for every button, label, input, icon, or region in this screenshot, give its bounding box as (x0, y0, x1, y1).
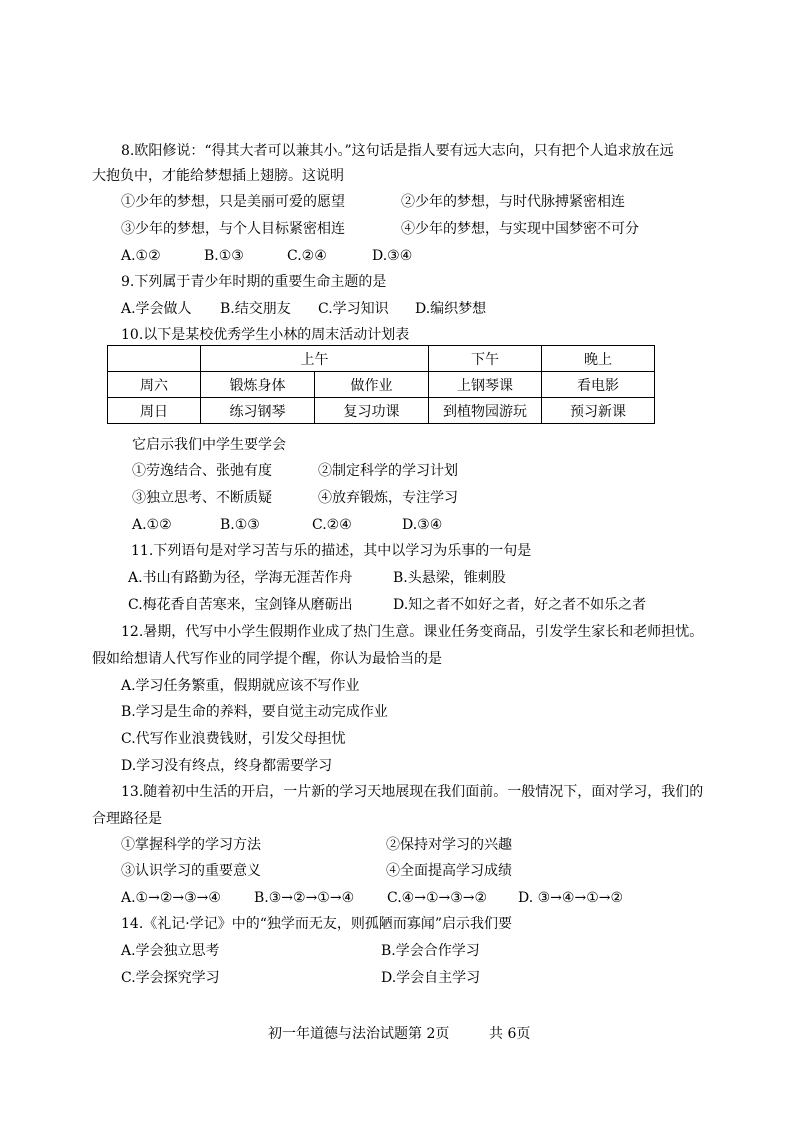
q11-option-a: A.书山有路勤为径，学海无涯苦作舟 (128, 570, 353, 586)
weekend-schedule-table (107, 345, 655, 424)
table-cell: 周日 (108, 398, 201, 424)
q10-stem-line2: 它启示我们中学生要学会 (132, 437, 286, 453)
table-header-row (108, 346, 655, 372)
q8-stem-line2: 大抱负中，才能给梦想插上翅膀。这说明 (92, 168, 344, 184)
q8-option-a: A.①② (121, 248, 161, 264)
q10-option-c: C.②④ (312, 517, 352, 533)
q9-option-b: B.结交朋友 (220, 301, 291, 317)
table-cell: 预习新课 (542, 398, 655, 424)
q10-statement-2: ②制定科学的学习计划 (318, 463, 458, 479)
q12-option-d: D.学习没有终点，终身都需要学习 (121, 758, 333, 774)
q10-statement-1: ①劳逸结合、张弛有度 (132, 463, 272, 479)
table-cell: 做作业 (315, 372, 429, 398)
q11-option-d: D.知之者不如好之者，好之者不如乐之者 (393, 597, 647, 613)
q14-option-b: B.学会合作学习 (381, 943, 480, 959)
table-header-empty (108, 346, 201, 372)
q8-statement-4: ④少年的梦想，与实现中国梦密不可分 (401, 221, 639, 237)
q13-option-c: C.④→①→③→② (387, 890, 488, 906)
table-cell: 周六 (108, 372, 201, 398)
q8-statement-3: ③少年的梦想，与个人目标紧密相连 (121, 221, 345, 237)
table-header-evening: 晚上 (542, 346, 655, 372)
q14-stem: 14.《礼记·学记》中的“独学而无友，则孤陋而寡闻”启示我们要 (121, 916, 513, 932)
q9-option-d: D.编织梦想 (415, 301, 487, 317)
q8-statement-2: ②少年的梦想，与时代脉搏紧密相连 (401, 194, 625, 210)
q10-stem: 10.以下是某校优秀学生小林的周末活动计划表 (121, 327, 410, 343)
q9-option-a: A.学会做人 (121, 301, 192, 317)
q13-statement-1: ①掌握科学的学习方法 (121, 837, 261, 853)
page-footer-title: 初一年道德与法治试题第 2页 (268, 1026, 450, 1042)
q12-option-a: A.学习任务繁重，假期就应该不写作业 (121, 678, 360, 694)
q12-stem-line1: 12.暑期，代写中小学生假期作业成了热门生意。课业任务变商品，引发学生家长和老师担忧。 (121, 624, 704, 640)
table-header-morning: 上午 (201, 346, 429, 372)
q13-stem-line2: 合理路径是 (92, 811, 162, 827)
q8-statement-1: ①少年的梦想，只是美丽可爱的愿望 (121, 194, 345, 210)
page-footer-total: 共 6页 (489, 1026, 531, 1042)
q11-stem: 11.下列语句是对学习苦与乐的描述，其中以学习为乐事的一句是 (131, 543, 532, 559)
q13-statement-4: ④全面提高学习成绩 (386, 863, 512, 879)
q13-option-b: B.③→②→①→④ (254, 890, 355, 906)
q8-option-b: B.①③ (204, 248, 244, 264)
table-cell: 锻炼身体 (201, 372, 315, 398)
q10-option-d: D.③④ (402, 517, 443, 533)
table-cell: 复习功课 (315, 398, 429, 424)
q8-stem-line1: 8.欧阳修说：“得其大者可以兼其小。”这句话是指人要有远大志向，只有把个人追求放在远 (121, 143, 674, 159)
q10-option-b: B.①③ (220, 517, 260, 533)
q11-option-c: C.梅花香自苦寒来，宝剑锋从磨砺出 (128, 597, 353, 613)
table-cell: 练习钢琴 (201, 398, 315, 424)
q11-option-b: B.头悬梁，锥刺股 (393, 570, 506, 586)
q12-stem-line2: 假如给想请人代写作业的同学提个醒，你认为最恰当的是 (92, 651, 442, 667)
q13-option-a: A.①→②→③→④ (121, 890, 221, 906)
q10-statement-4: ④放弃锻炼，专注学习 (318, 490, 458, 506)
q14-option-c: C.学会探究学习 (121, 970, 220, 986)
table-header-afternoon: 下午 (429, 346, 542, 372)
q8-option-c: C.②④ (287, 248, 327, 264)
q14-option-d: D.学会自主学习 (381, 970, 481, 986)
table-row (108, 372, 655, 398)
q12-option-b: B.学习是生命的养料，要自觉主动完成作业 (121, 704, 388, 720)
q13-statement-3: ③认识学习的重要意义 (121, 863, 261, 879)
table-cell: 上钢琴课 (429, 372, 542, 398)
q10-statement-3: ③独立思考、不断质疑 (132, 490, 272, 506)
q9-option-c: C.学习知识 (318, 301, 389, 317)
table-cell: 看电影 (542, 372, 655, 398)
q13-statement-2: ②保持对学习的兴趣 (386, 837, 512, 853)
table-cell: 到植物园游玩 (429, 398, 542, 424)
table-row (108, 398, 655, 424)
q9-stem: 9.下列属于青少年时期的重要生命主题的是 (121, 274, 387, 290)
q13-stem-line1: 13.随着初中生活的开启，一片新的学习天地展现在我们面前。一般情况下，面对学习，我们的 (121, 784, 704, 800)
q10-option-a: A.①② (132, 517, 172, 533)
q8-option-d: D.③④ (372, 248, 413, 264)
q12-option-c: C.代写作业浪费钱财，引发父母担忧 (121, 731, 346, 747)
q14-option-a: A.学会独立思考 (121, 943, 220, 959)
q13-option-d: D. ③→④→①→② (518, 890, 624, 906)
